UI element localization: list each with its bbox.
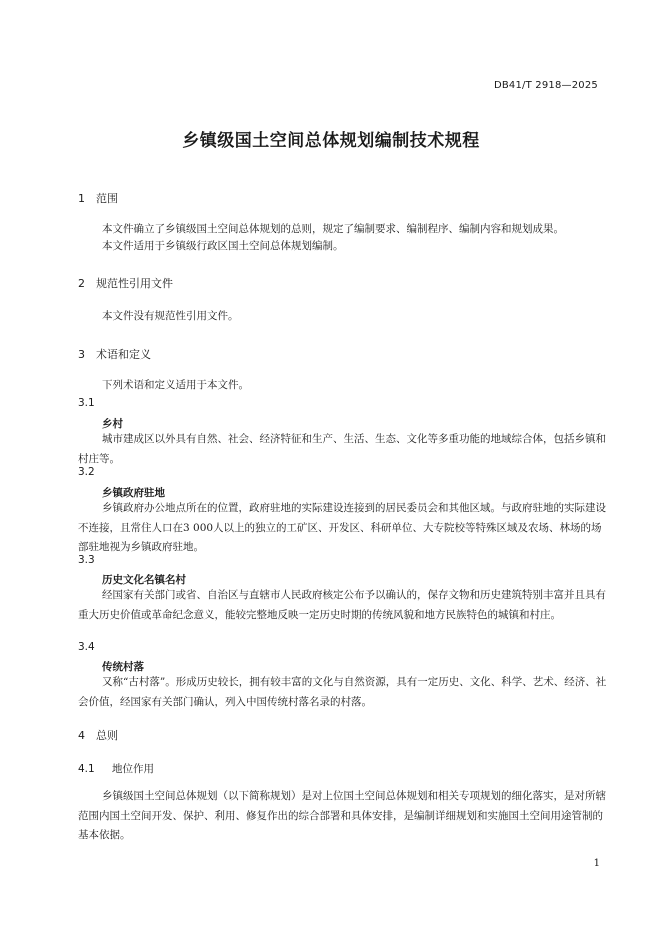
subsection-number: 4.1 (78, 763, 95, 775)
paragraph: 本文件没有规范性引用文件。 (102, 310, 239, 322)
document-code: DB41/T 2918—2025 (493, 80, 598, 91)
term-definition: 又称“古村落”。形成历史较长，拥有较丰富的文化与自然资源，具有一定历史、文化、科学、艺术、经济、社会价值，经国家有关部门确认，列入中国传统村落名录的村落。 (78, 676, 607, 708)
section-3-heading (78, 346, 151, 362)
paragraph: 下列术语和定义适用于本文件。 (102, 379, 249, 391)
section-title: 总则 (96, 729, 118, 742)
section-title: 术语和定义 (96, 348, 151, 361)
paragraph: 本文件适用于乡镇级行政区国土空间总体规划编制。 (102, 240, 344, 252)
section-number: 3 (78, 348, 85, 361)
section-4-heading (78, 727, 118, 743)
section-2-heading (78, 275, 173, 291)
term-number: 3.3 (78, 554, 95, 566)
term-definition: 城市建成区以外具有自然、社会、经济特征和生产、生活、生态、文化等多重功能的地域综合体，包括乡镇和村庄等。 (78, 433, 606, 465)
section-title: 规范性引用文件 (96, 277, 173, 290)
section-title: 范围 (96, 192, 118, 205)
section-number: 2 (78, 277, 85, 290)
term-name: 历史文化名镇名村 (102, 574, 186, 586)
term-name: 传统村落 (102, 661, 144, 673)
term-name: 乡镇政府驻地 (102, 487, 165, 499)
paragraph: 本文件确立了乡镇级国土空间总体规划的总则，规定了编制要求、编制程序、编制内容和规划成果。 (102, 223, 564, 235)
section-1-heading (78, 190, 118, 206)
paragraph: 乡镇级国土空间总体规划（以下简称规划）是对上位国土空间总体规划和相关专项规划的细化落实，是对所辖范围内国土空间开发、保护、利用、修复作出的综合部署和具体安排，是编制详细规划和实施国土空间用途管制的基本依据。 (78, 790, 606, 841)
term-number: 3.4 (78, 641, 95, 653)
section-number: 1 (78, 192, 85, 205)
document-title: 乡镇级国土空间总体规划编制技术规程 (182, 131, 480, 151)
term-number: 3.2 (78, 466, 95, 478)
subsection-4-1-heading (78, 761, 154, 776)
subsection-title: 地位作用 (112, 763, 154, 775)
term-definition: 乡镇政府办公地点所在的位置，政府驻地的实际建设连接到的居民委员会和其他区域。与政府驻地的实际建设不连接，且常住人口在3 000人以上的独立的工矿区、开发区、科研单位、大专院校等特殊区域及农场、林场的场部驻地视为乡镇政府驻地。 (78, 502, 606, 553)
page-number: 1 (593, 858, 600, 869)
term-definition: 经国家有关部门或省、自治区与直辖市人民政府核定公布予以确认的，保存文物和历史建筑特别丰富并且具有重大历史价值或革命纪念意义，能较完整地反映一定历史时期的传统风貌和地方民族特色的城镇和村庄。 (78, 589, 606, 621)
section-number: 4 (78, 729, 85, 742)
term-name: 乡村 (102, 418, 123, 430)
term-number: 3.1 (78, 397, 95, 409)
